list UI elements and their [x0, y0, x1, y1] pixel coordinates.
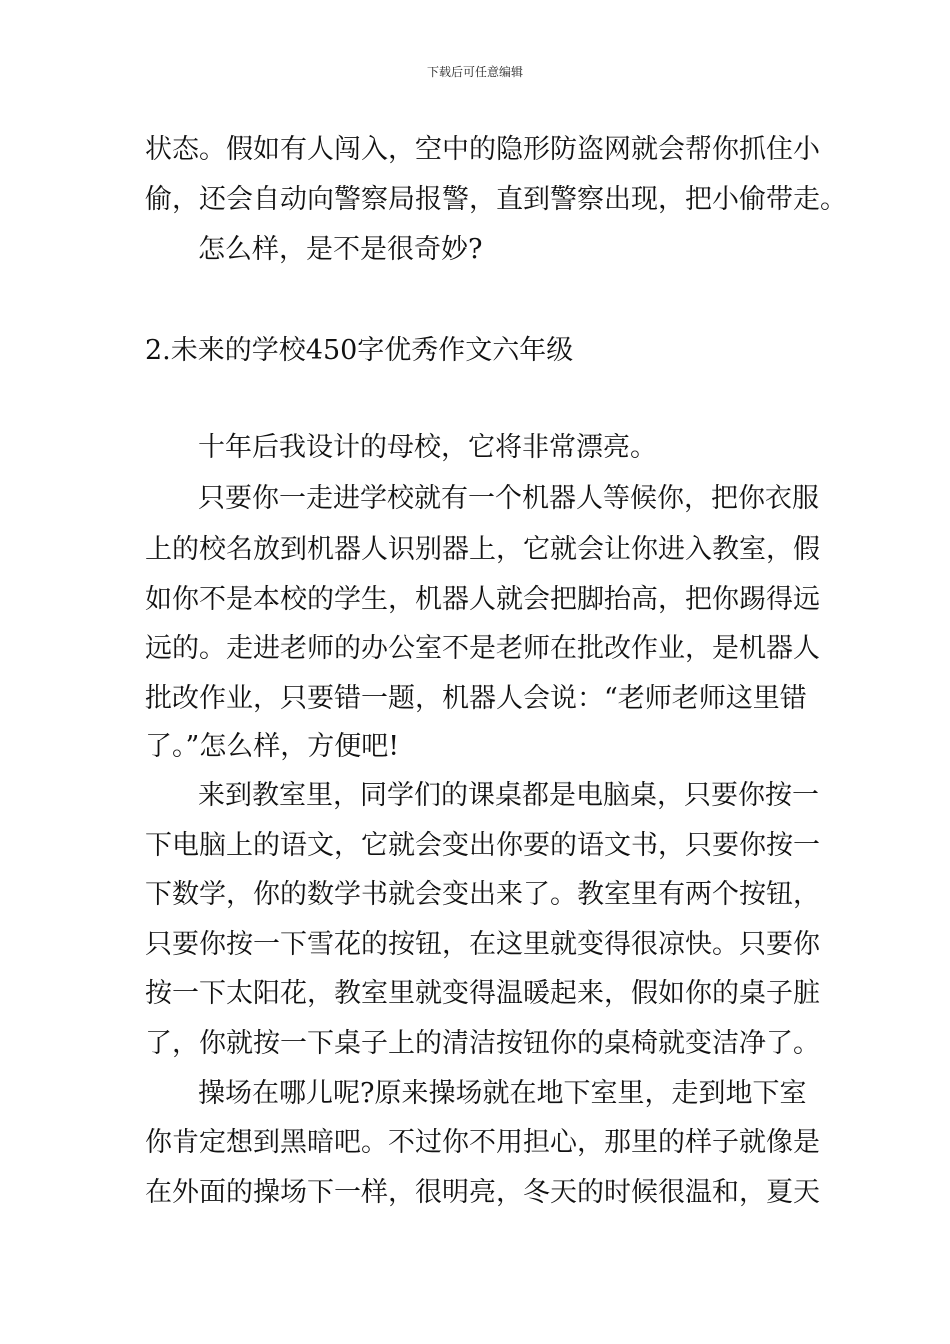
- body-line: 只要你一走进学校就有一个机器人等候你，把你衣服: [198, 483, 819, 514]
- body-line: 你肯定想到黑暗吧。不过你不用担心，那里的样子就像是: [145, 1127, 820, 1158]
- body-line: 下数学，你的数学书就会变出来了。教室里有两个按钮，: [145, 879, 820, 910]
- body-line: 十年后我设计的母校，它将非常漂亮。: [198, 432, 657, 463]
- body-line: 按一下太阳花，教室里就变得温暖起来，假如你的桌子脏: [145, 978, 820, 1009]
- body-line: 怎么样，是不是很奇妙?: [198, 234, 483, 265]
- body-line: 只要你按一下雪花的按钮，在这里就变得很凉快。只要你: [145, 929, 820, 960]
- body-line: 偷，还会自动向警察局报警，直到警察出现，把小偷带走。: [145, 184, 847, 215]
- body-line: 下电脑上的语文，它就会变出你要的语文书，只要你按一: [145, 830, 820, 861]
- body-line: 上的校名放到机器人识别器上，它就会让你进入教室，假: [145, 534, 820, 565]
- body-line: 状态。假如有人闯入，空中的隐形防盗网就会帮你抓住小: [145, 134, 820, 165]
- body-line: 批改作业，只要错一题，机器人会说：“老师老师这里错: [145, 683, 807, 714]
- body-line: 远的。走进老师的办公室不是老师在批改作业，是机器人: [145, 633, 820, 664]
- section-heading: 2.未来的学校450字优秀作文六年级: [145, 335, 574, 366]
- body-line: 来到教室里，同学们的课桌都是电脑桌，只要你按一: [198, 780, 819, 811]
- body-line: 操场在哪儿呢?原来操场就在地下室里，走到地下室: [198, 1078, 807, 1109]
- page-header: 下载后可任意编辑: [426, 65, 523, 79]
- body-line: 在外面的操场下一样，很明亮，冬天的时候很温和，夏天: [145, 1177, 820, 1208]
- body-line: 如你不是本校的学生，机器人就会把脚抬高，把你踢得远: [145, 584, 820, 615]
- body-line: 了，你就按一下桌子上的清洁按钮你的桌椅就变洁净了。: [145, 1028, 820, 1059]
- body-line: 了。”怎么样，方便吧!: [145, 731, 400, 762]
